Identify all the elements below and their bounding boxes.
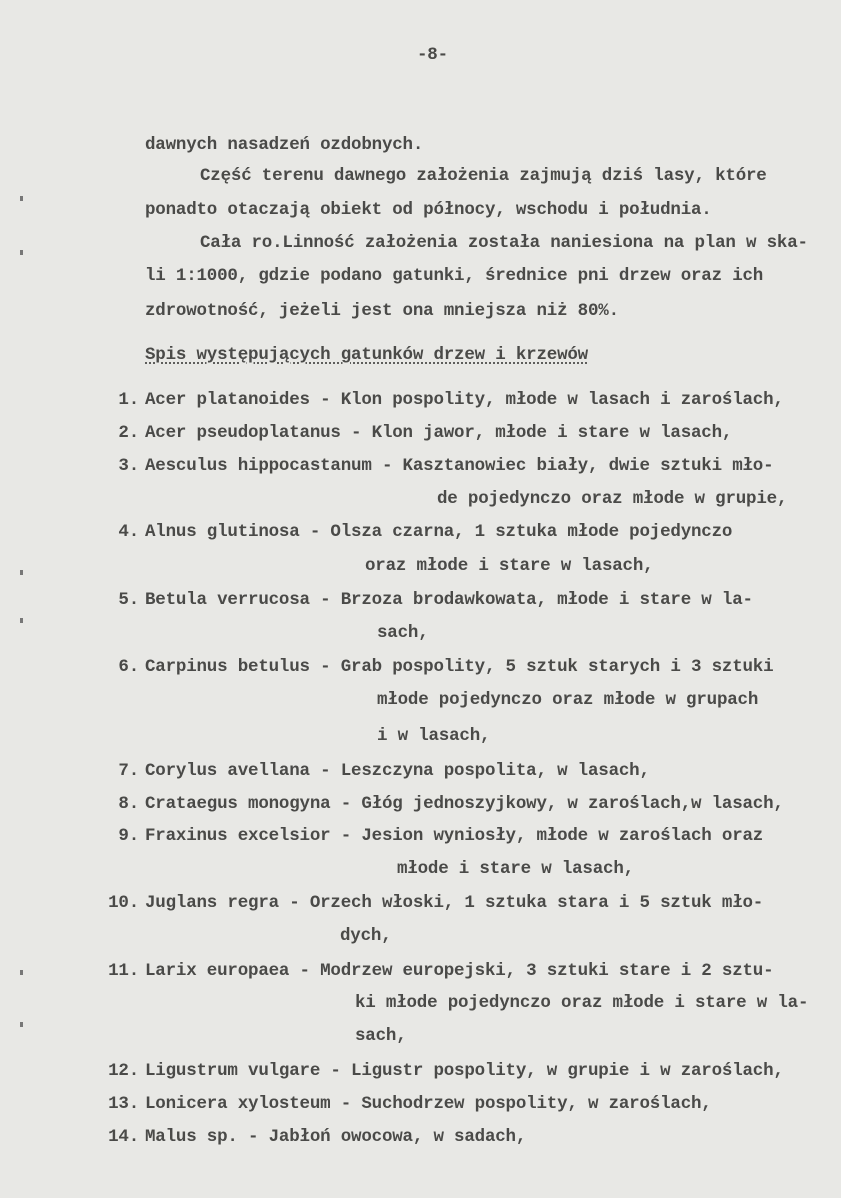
list-item-continuation: i w lasach, [377, 726, 491, 746]
item-text: Aesculus hippocastanum - Kasztanowiec biały, dwie sztuki mło- [145, 456, 774, 476]
list-item-continuation: młode i stare w lasach, [397, 859, 634, 879]
margin-mark [20, 1022, 23, 1027]
list-item [107, 1127, 526, 1147]
item-number: 6. [118, 657, 139, 677]
item-text: Acer pseudoplatanus - Klon jawor, młode i stare w lasach, [145, 423, 733, 443]
item-text: Lonicera xylosteum - Suchodrzew pospolity, w zaroślach, [145, 1094, 712, 1114]
item-number: 8. [118, 794, 139, 814]
item-number: 14. [108, 1127, 139, 1147]
item-number: 4. [118, 522, 139, 542]
item-text: Betula verrucosa - Brzoza brodawkowata, młode i stare w la- [145, 590, 753, 610]
item-number: 10. [108, 893, 139, 913]
list-item [107, 390, 784, 410]
paragraph-line: Cała ro.Linność założenia została naniesiona na plan w ska- [200, 233, 808, 253]
item-number: 1. [118, 390, 139, 410]
list-item [107, 657, 773, 677]
list-item [107, 522, 732, 542]
item-text: Ligustrum vulgare - Ligustr pospolity, w grupie i w zaroślach, [145, 1061, 784, 1081]
margin-mark [20, 570, 23, 575]
item-number: 2. [118, 423, 139, 443]
list-item-continuation: de pojedynczo oraz młode w grupie, [437, 489, 788, 509]
item-text: Malus sp. - Jabłoń owocowa, w sadach, [145, 1127, 527, 1147]
item-text: Juglans regra - Orzech włoski, 1 sztuka stara i 5 sztuk mło- [145, 893, 764, 913]
list-item-continuation: oraz młode i stare w lasach, [365, 556, 654, 576]
list-item-continuation: młode pojedynczo oraz młode w grupach [377, 690, 759, 710]
item-number: 12. [108, 1061, 139, 1081]
item-text: Alnus glutinosa - Olsza czarna, 1 sztuka młode pojedynczo [145, 522, 733, 542]
item-number: 9. [118, 826, 139, 846]
paragraph-line: zdrowotność, jeżeli jest ona mniejsza niż 80%. [145, 301, 619, 321]
margin-mark [20, 970, 23, 975]
margin-mark [20, 250, 23, 255]
list-item [107, 590, 753, 610]
list-item-continuation: sach, [355, 1026, 407, 1046]
item-number: 3. [118, 456, 139, 476]
list-item [107, 961, 773, 981]
list-item-continuation: ki młode pojedynczo oraz młode i stare w la- [355, 993, 809, 1013]
list-item [107, 423, 732, 443]
list-item [107, 794, 784, 814]
item-number: 7. [118, 761, 139, 781]
margin-mark [20, 618, 23, 623]
list-item [107, 1061, 784, 1081]
list-item [107, 893, 763, 913]
paragraph-line: dawnych nasadzeń ozdobnych. [145, 135, 424, 155]
item-text: Crataegus monogyna - Głóg jednoszyjkowy, w zaroślach,w lasach, [145, 794, 784, 814]
item-number: 13. [108, 1094, 139, 1114]
list-item-continuation: dych, [340, 926, 392, 946]
item-number: 11. [108, 961, 139, 981]
item-text: Fraxinus excelsior - Jesion wyniosły, młode w zaroślach oraz [145, 826, 764, 846]
item-number: 5. [118, 590, 139, 610]
list-item [107, 456, 773, 476]
item-text: Corylus avellana - Leszczyna pospolita, w lasach, [145, 761, 650, 781]
paragraph-line: li 1:1000, gdzie podano gatunki, średnice pni drzew oraz ich [145, 266, 764, 286]
item-text: Carpinus betulus - Grab pospolity, 5 sztuk starych i 3 sztuki [145, 657, 774, 677]
margin-mark [20, 196, 23, 201]
paragraph-line: ponadto otaczają obiekt od północy, wschodu i południa. [145, 200, 712, 220]
section-heading: Spis występujących gatunków drzew i krzewów [145, 345, 588, 365]
list-item [107, 1094, 712, 1114]
item-text: Larix europaea - Modrzew europejski, 3 sztuki stare i 2 sztu- [145, 961, 774, 981]
page-number: -8- [417, 45, 448, 65]
paragraph-line: Część terenu dawnego założenia zajmują dziś lasy, które [200, 166, 767, 186]
item-text: Acer platanoides - Klon pospolity, młode w lasach i zaroślach, [145, 390, 784, 410]
list-item-continuation: sach, [377, 623, 429, 643]
list-item [107, 826, 763, 846]
list-item [107, 761, 650, 781]
